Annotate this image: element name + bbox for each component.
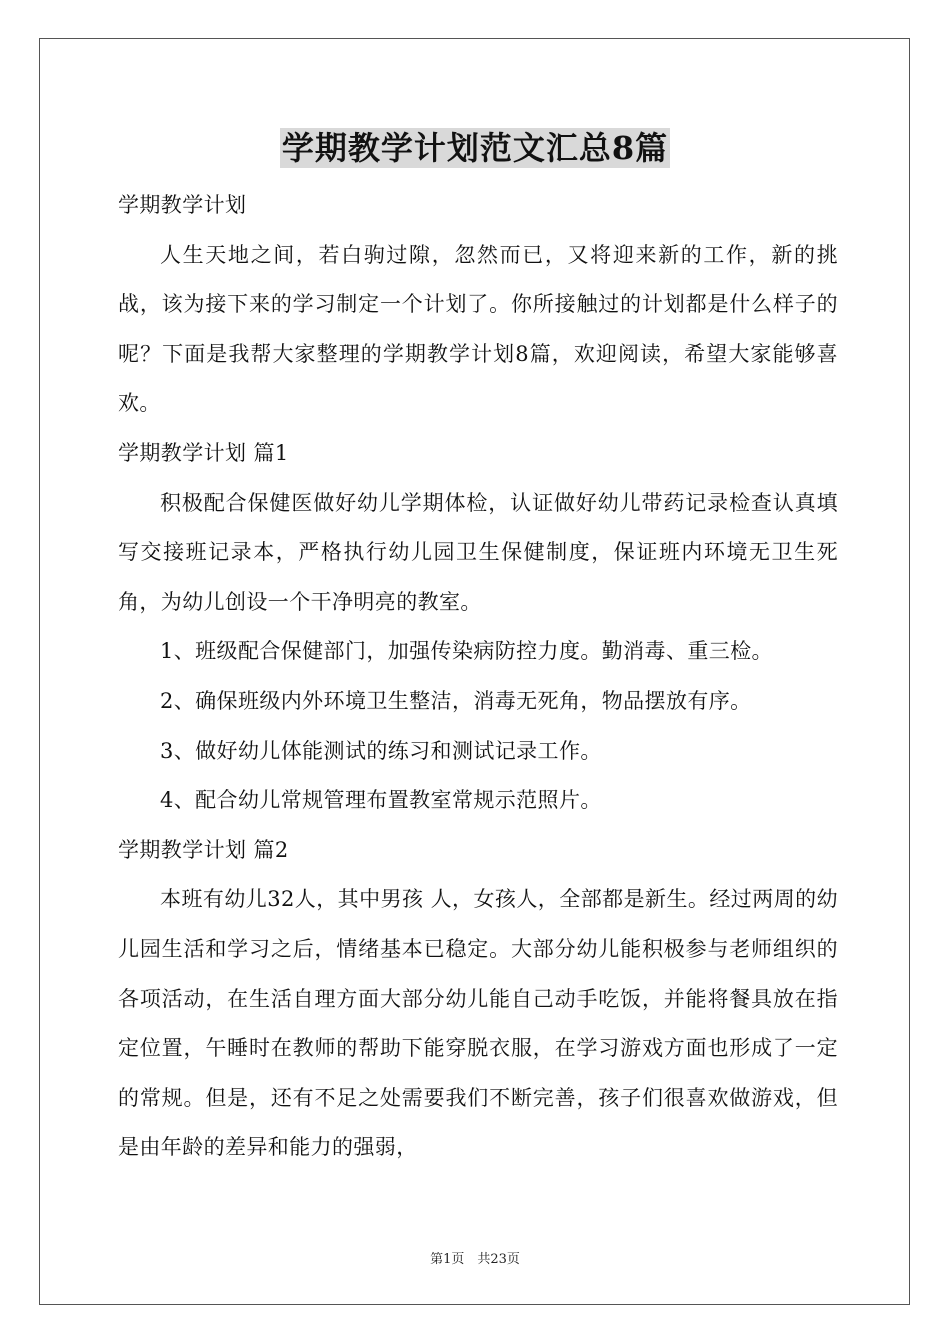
section-1-item-1: 1、班级配合保健部门，加强传染病防控力度。勤消毒、重三检。	[160, 639, 773, 664]
title-area	[0, 128, 950, 168]
page-footer	[0, 1248, 950, 1267]
page-number-label: 第1页 共23页	[430, 1252, 520, 1267]
section-1-item-3: 3、做好幼儿体能测试的练习和测试记录工作。	[160, 738, 602, 763]
section-1-item-2: 2、确保班级内外环境卫生整洁，消毒无死角，物品摆放有序。	[160, 688, 752, 713]
document-body	[118, 181, 838, 1173]
section-1-item-4: 4、配合幼儿常规管理布置教室常规示范照片。	[160, 788, 602, 813]
section-1-heading: 学期教学计划 篇1	[118, 440, 289, 465]
intro-heading: 学期教学计划	[118, 193, 247, 217]
section-1-paragraph: 积极配合保健医做好幼儿学期体检，认证做好幼儿带药记录检查认真填写交接班记录本，严格执行幼儿园卫生保健制度，保证班内环境无卫生死角，为幼儿创设一个干净明亮的教室。	[118, 490, 838, 614]
section-2-paragraph: 本班有幼儿32人，其中男孩 人，女孩人，全部都是新生。经过两周的幼儿园生活和学习之后，情绪基本已稳定。大部分幼儿能积极参与老师组织的各项活动，在生活自理方面大部分幼儿能自己动手吃饭，并能将餐具放在指定位置，午睡时在教师的帮助下能穿脱衣服，在学习游戏方面也形成了一定的常规。但是，还有不足之处需要我们不断完善，孩子们很喜欢做游戏，但是由年龄的差异和能力的强弱，	[118, 887, 838, 1160]
section-2-heading: 学期教学计划 篇2	[118, 837, 289, 862]
intro-paragraph: 人生天地之间，若白驹过隙，忽然而已，又将迎来新的工作，新的挑战，该为接下来的学习制定一个计划了。你所接触过的计划都是什么样子的呢？下面是我帮大家整理的学期教学计划8篇，欢迎阅读，希望大家能够喜欢。	[118, 242, 838, 416]
document-title: 学期教学计划范文汇总8篇	[281, 129, 669, 167]
